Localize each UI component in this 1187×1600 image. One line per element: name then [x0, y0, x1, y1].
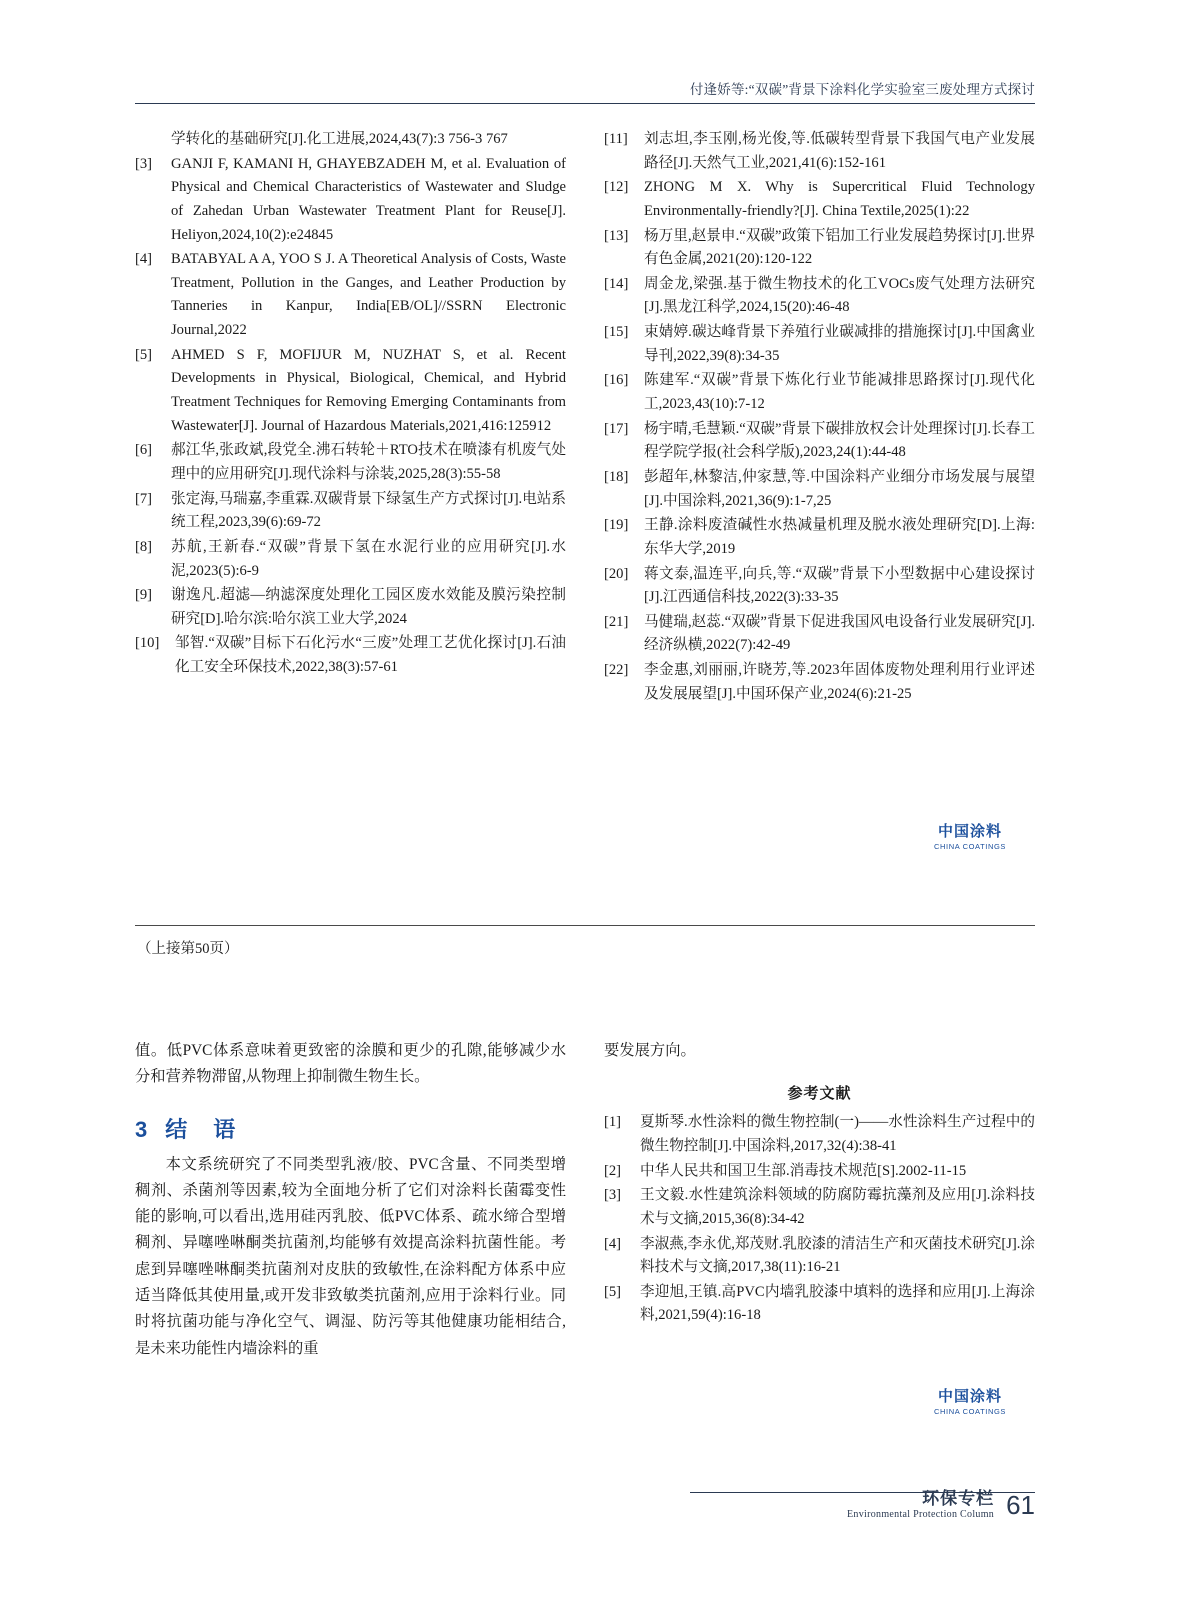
reference-number: [3]: [135, 155, 153, 172]
china-coatings-logo-top: [910, 820, 1030, 851]
section-number: 3: [135, 1116, 150, 1142]
reference-entry: [604, 418, 1035, 465]
reference-number: [19]: [604, 517, 629, 534]
reference-text: GANJI F, KAMANI H, GHAYEBZADEH M, et al. Evaluation of Physical and Chemical Characteristics of Wastewater and Sludge of Zahedan Urban Wastewater Treatment Plant for Reuse[J]. Heliyon,2024,10(2):e24845: [171, 155, 566, 243]
reference-text: 杨万里,赵景申.“双碳”政策下铝加工行业发展趋势探讨[J].世界有色金属,2021(20):120-122: [644, 227, 1035, 268]
logo-chinese-text: 中国涂料: [937, 1388, 1002, 1405]
page-footer: [690, 1460, 1035, 1520]
running-head-rule: [135, 103, 1035, 104]
running-head: 付逢娇等:“双碳”背景下涂料化学实验室三废处理方式探讨: [689, 82, 1035, 97]
references-heading: 参考文献: [787, 1086, 852, 1103]
reference-text: AHMED S F, MOFIJUR M, NUZHAT S, et al. Recent Developments in Physical, Biological, Chemical, and Hybrid Treatment Techniques for Removing Emerging Contaminants from Wastewater[J]. Journal of Hazardous Materials,2021,416:125912: [171, 346, 566, 434]
reference-entry: [604, 611, 1035, 658]
reference-number: [22]: [604, 662, 629, 679]
reference-entry: [604, 1160, 1035, 1184]
reference-text: 周金龙,梁强.基于微生物技术的化工VOCs废气处理方法研究[J].黑龙江科学,2024,15(20):46-48: [644, 275, 1035, 316]
reference-number: [16]: [604, 372, 629, 389]
section-heading: [135, 1113, 566, 1144]
reference-entry: [135, 488, 566, 535]
reference-text: 夏斯琴.水性涂料的微生物控制(一)——水性涂料生产过程中的微生物控制[J].中国涂料,2017,32(4):38-41: [640, 1114, 1035, 1154]
reference-number: [6]: [135, 442, 153, 459]
reference-number: [2]: [604, 1162, 622, 1179]
reference-text: 王文毅.水性建筑涂料领域的防腐防霉抗藻剂及应用[J].涂料技术与文摘,2015,36(8):34-42: [640, 1187, 1035, 1227]
reference-number: [17]: [604, 420, 629, 437]
reference-text: 刘志坦,李玉刚,杨光俊,等.低碳转型背景下我国气电产业发展路径[J].天然气工业,2021,41(6):152-161: [644, 131, 1035, 171]
reference-text: 中华人民共和国卫生部.消毒技术规范[S].2002-11-15: [640, 1162, 967, 1179]
reference-entry: [135, 439, 566, 486]
reference-entry: [135, 584, 566, 631]
reference-text: 彭超年,林黎洁,仲家慧,等.中国涂料产业细分市场发展与展望[J].中国涂料,2021,36(9):1-7,25: [644, 468, 1035, 509]
section-body-paragraph: 本文系统研究了不同类型乳液/胶、PVC含量、不同类型增稠剂、杀菌剂等因素,较为全面地分析了它们对涂料长菌霉变性能的影响,可以看出,选用硅丙乳胶、低PVC体系、疏水缔合型增稠剂、异噻唑啉酮类抗菌剂,均能够有效提高涂料抗菌性能。考虑到异噻唑啉酮类抗菌剂对皮肤的致敏性,在涂料配方体系中应适当降低其使用量,或开发非致敏类抗菌剂,应用于涂料行业。同时将抗菌功能与净化空气、调湿、防污等其他健康功能相结合,是未来功能性内墙涂料的重: [135, 1155, 566, 1357]
reference-entry: [604, 176, 1035, 223]
reference-entry: [604, 1233, 1035, 1280]
reference-number: [5]: [135, 346, 153, 363]
china-coatings-logo-bottom: [910, 1385, 1030, 1416]
reference-text: 王静.涂料废渣碱性水热减量机理及脱水液处理研究[D].上海:东华大学,2019: [644, 517, 1035, 557]
reference-entry: [135, 248, 566, 343]
lead-paragraph-continued: 要发展方向。: [604, 1042, 696, 1059]
reference-number: [10]: [135, 635, 160, 652]
reference-number: [21]: [604, 613, 629, 630]
reference-number: [12]: [604, 179, 629, 196]
reference-entry: [604, 1184, 1035, 1231]
reference-text: ZHONG M X. Why is Supercritical Fluid Technology Environmentally-friendly?[J]. China Textile,2025(1):22: [644, 179, 1035, 219]
lower-article: [135, 1038, 1035, 1366]
top-references: [135, 128, 1035, 707]
reference-text: 张定海,马瑞嘉,李重霖.双碳背景下绿氢生产方式探讨[J].电站系统工程,2023,39(6):69-72: [171, 490, 566, 531]
reference-number: [8]: [135, 538, 153, 555]
reference-number: [9]: [135, 587, 153, 604]
section-title: 结 语: [165, 1116, 238, 1142]
reference-text: 李金惠,刘丽丽,许晓芳,等.2023年固体废物处理利用行业评述及发展展望[J].中国环保产业,2024(6):21-25: [644, 662, 1035, 702]
top-references-right-column: [604, 128, 1035, 707]
reference-number: [1]: [604, 1114, 622, 1131]
reference-entry: [604, 369, 1035, 416]
reference-entry: [135, 632, 566, 679]
reference-text: 杨宇晴,毛慧颖.“双碳”背景下碳排放权会计处理探讨[J].长春工程学院学报(社会科学版),2023,24(1):44-48: [644, 420, 1035, 461]
reference-entry: [604, 563, 1035, 610]
reference-entry: [604, 466, 1035, 513]
logo-english-text: CHINA COATINGS: [933, 842, 1007, 851]
reference-entry: [604, 128, 1035, 175]
lower-left-column: [135, 1038, 566, 1366]
reference-entry: [604, 321, 1035, 368]
reference-text: 谢逸凡.超滤—纳滤深度处理化工园区废水效能及膜污染控制研究[D].哈尔滨:哈尔滨工业大学,2024: [171, 587, 566, 627]
reference-number: [4]: [604, 1235, 622, 1252]
reference-number: [15]: [604, 324, 629, 341]
lower-right-column: [604, 1038, 1035, 1366]
reference-entry: [135, 536, 566, 583]
footer-column-title-cn: 环保专栏: [922, 1489, 995, 1509]
section-divider-rule: [135, 925, 1035, 926]
reference-number: [5]: [604, 1283, 622, 1300]
reference-entry: [604, 659, 1035, 706]
top-references-left-column: [135, 128, 566, 707]
reference-number: [11]: [604, 131, 628, 147]
reference-entry: [135, 153, 566, 248]
reference-entry: [604, 273, 1035, 320]
reference-text: 李迎旭,王镇.高PVC内墙乳胶漆中填料的选择和应用[J].上海涂料,2021,59(4):16-18: [640, 1283, 1035, 1324]
footer-column-title-en: Environmental Protection Column: [847, 1509, 995, 1520]
continued-reference-line: 学转化的基础研究[J].化工进展,2024,43(7):3 756-3 767: [171, 131, 508, 147]
reference-number: [18]: [604, 468, 629, 485]
reference-number: [7]: [135, 490, 153, 507]
reference-number: [4]: [135, 251, 153, 268]
reference-number: [20]: [604, 565, 629, 582]
reference-text: BATABYAL A A, YOO S J. A Theoretical Analysis of Costs, Waste Treatment, Pollution in the Ganges, and Leather Production by Tanneries in Kanpur, India[EB/OL]//SSRN Electronic Journal,2022: [171, 251, 566, 339]
lead-paragraph: 值。低PVC体系意味着更致密的涂膜和更少的孔隙,能够减少水分和营养物滞留,从物理上抑制微生物生长。: [135, 1042, 566, 1086]
reference-entry: [604, 1281, 1035, 1328]
reference-entry: [604, 225, 1035, 272]
reference-number: [3]: [604, 1187, 622, 1204]
reference-text: 束婧婷.碳达峰背景下养殖行业碳减排的措施探讨[J].中国禽业导刊,2022,39(8):34-35: [644, 324, 1035, 364]
reference-text: 马健瑞,赵蕊.“双碳”背景下促进我国风电设备行业发展研究[J].经济纵横,2022(7):42-49: [644, 613, 1035, 654]
reference-number: [13]: [604, 227, 629, 244]
reference-text: 苏航,王新春.“双碳”背景下氢在水泥行业的应用研究[J].水泥,2023(5):6-9: [171, 538, 566, 579]
page-number: 61: [1006, 1490, 1035, 1520]
reference-text: 蒋文泰,温连平,向兵,等.“双碳”背景下小型数据中心建设探讨[J].江西通信科技,2022(3):33-35: [644, 565, 1035, 606]
continuation-note: （上接第50页）: [137, 941, 239, 957]
reference-text: 郝江华,张政斌,段党全.沸石转轮＋RTO技术在喷漆有机废气处理中的应用研究[J].现代涂料与涂装,2025,28(3):55-58: [171, 442, 566, 482]
logo-english-text: CHINA COATINGS: [933, 1407, 1007, 1416]
reference-entry: [135, 344, 566, 439]
reference-text: 陈建军.“双碳”背景下炼化行业节能减排思路探讨[J].现代化工,2023,43(10):7-12: [644, 372, 1035, 413]
reference-number: [14]: [604, 275, 629, 292]
reference-text: 邹智.“双碳”目标下石化污水“三废”处理工艺优化探讨[J].石油化工安全环保技术,2022,38(3):57-61: [175, 635, 566, 676]
reference-entry: [604, 1111, 1035, 1158]
logo-chinese-text: 中国涂料: [937, 823, 1002, 840]
reference-text: 李淑燕,李永优,郑茂财.乳胶漆的清洁生产和灭菌技术研究[J].涂料技术与文摘,2017,38(11):16-21: [640, 1235, 1035, 1276]
reference-entry: [604, 514, 1035, 561]
